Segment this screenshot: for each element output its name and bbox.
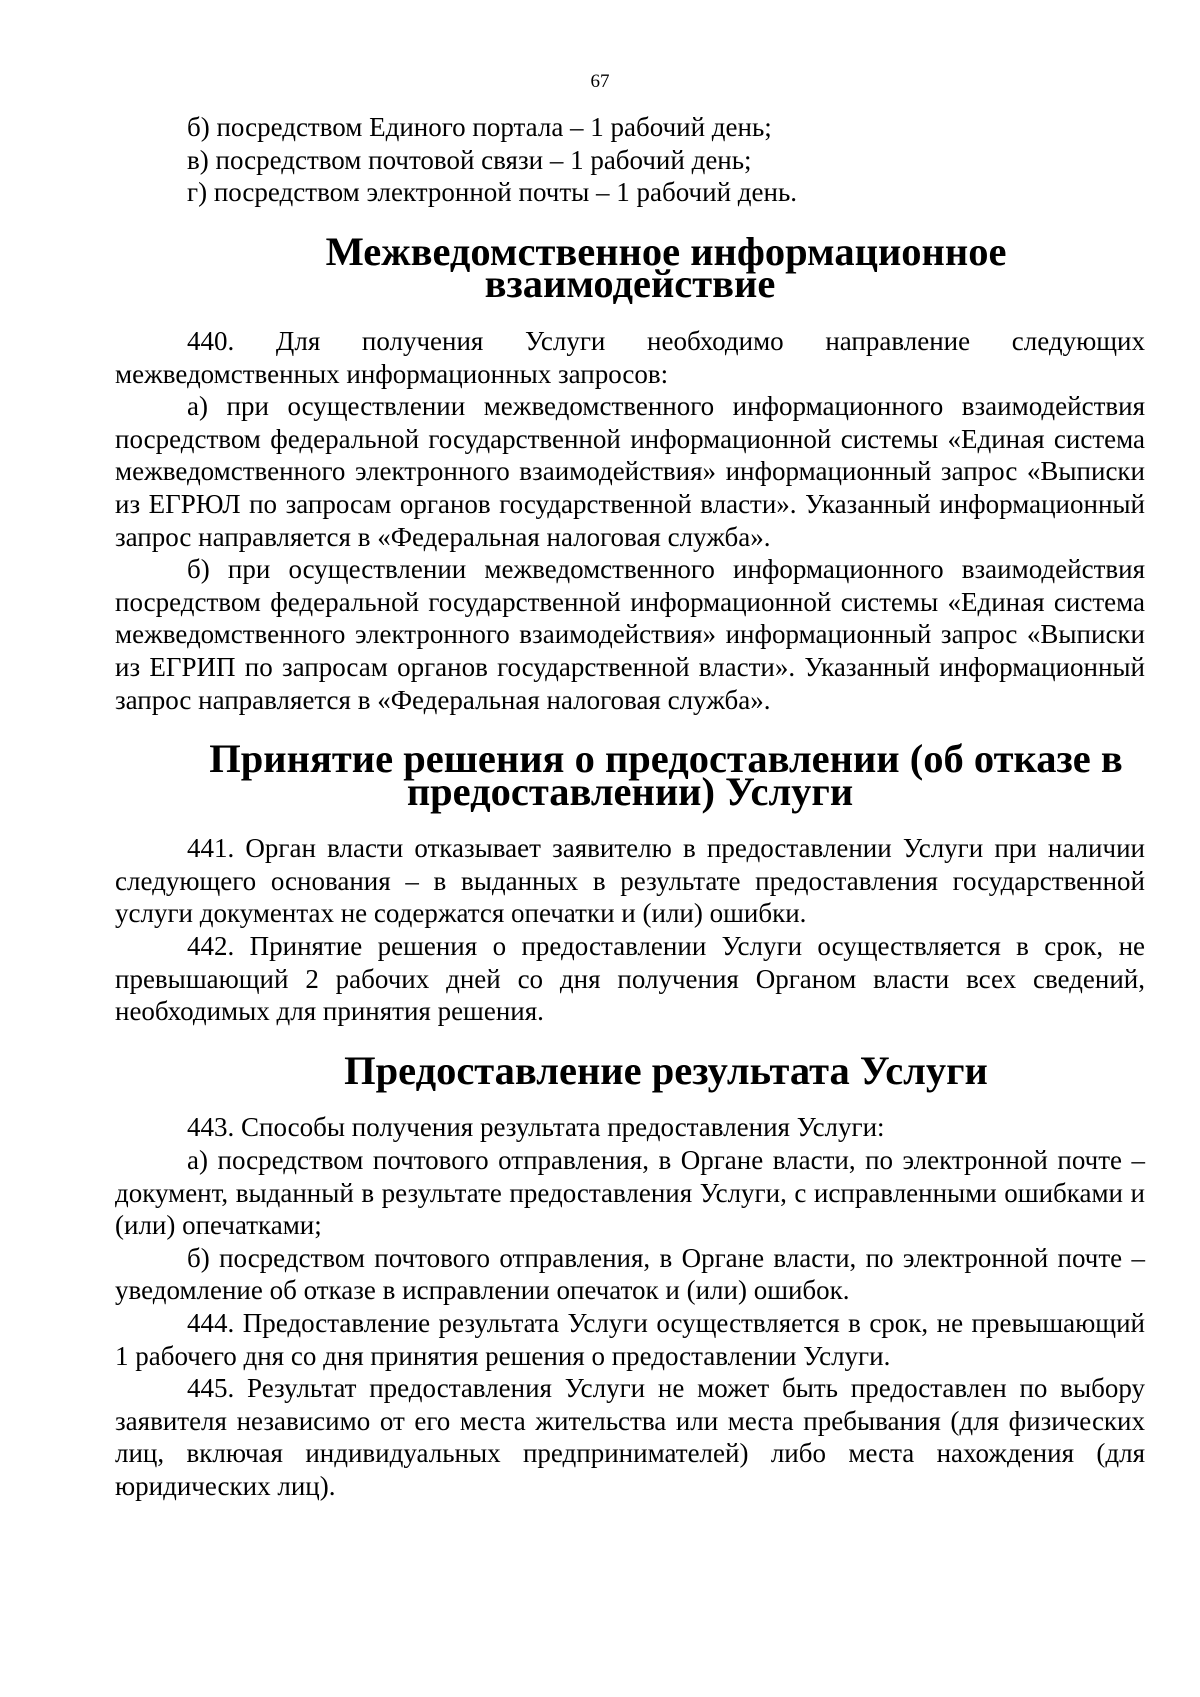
paragraph-445: 445. Результат предоставления Услуги не может быть предоставлен по выбору заявителя независимо от его места жительства или места пребывания (для физических лиц, включая индивидуальных предпринимателей) либо места нахождения (для юридических лиц). xyxy=(115,1373,1145,1501)
list-item-v-post: в) посредством почтовой связи – 1 рабочий день; xyxy=(187,144,752,175)
paragraph-443-a: а) посредством почтового отправления, в Органе власти, по электронной почте – документ, выданный в результате предоставления Услуги, с исправленными ошибками и (или) опечатками; xyxy=(115,1145,1145,1241)
paragraph-441: 441. Орган власти отказывает заявителю в предоставлении Услуги при наличии следующего основания – в выданных в результате предоставления государственной услуги документах не содержатся опечатки и (или) ошибки. xyxy=(115,833,1145,929)
document-body xyxy=(115,111,1145,1503)
paragraph-443: 443. Способы получения результата предоставления Услуги: xyxy=(187,1112,885,1143)
paragraph-444: 444. Предоставление результата Услуги осуществляется в срок, не превышающий 1 рабочего дня со дня принятия решения о предоставлении Услуги. xyxy=(115,1308,1145,1371)
list-item-b-portal: б) посредством Единого портала – 1 рабочий день; xyxy=(187,112,772,142)
paragraph-440: 440. Для получения Услуги необходимо направление следующих межведомственных информационных запросов: xyxy=(115,325,1145,389)
page-number: 67 xyxy=(590,71,610,92)
section-heading-decision: Принятие решения о предоставлении (об отказе в предоставлении) Услуги xyxy=(209,736,1123,814)
section-heading-interagency: Межведомственное информационное взаимодействие xyxy=(325,228,1007,307)
paragraph-440-b: б) при осуществлении межведомственного информационного взаимодействия посредством федеральной государственной информационной системы «Единая система межведомственного электронного взаимодействия» информационный запрос «Выписки из ЕГРИП по запросам органов государственной власти». Указанный информационный запрос направляется в «Федеральная налоговая служба». xyxy=(115,554,1145,715)
paragraph-440-a: а) при осуществлении межведомственного информационного взаимодействия посредством федеральной государственной информационной системы «Единая система межведомственного электронного взаимодействия» информационный запрос «Выписки из ЕГРЮЛ по запросам органов государственной власти». Указанный информационный запрос направляется в «Федеральная налоговая служба». xyxy=(115,391,1145,552)
paragraph-443-b: б) посредством почтового отправления, в Органе власти, по электронной почте – уведомление об отказе в исправлении опечаток и (или) ошибок. xyxy=(115,1242,1145,1306)
list-item-g-email: г) посредством электронной почты – 1 рабочий день. xyxy=(187,177,798,208)
paragraph-442: 442. Принятие решения о предоставлении Услуги осуществляется в срок, не превышающий 2 рабочих дней со дня получения Органом власти всех сведений, необходимых для принятия решения. xyxy=(115,931,1145,1027)
section-heading-result: Предоставление результата Услуги xyxy=(344,1047,988,1093)
